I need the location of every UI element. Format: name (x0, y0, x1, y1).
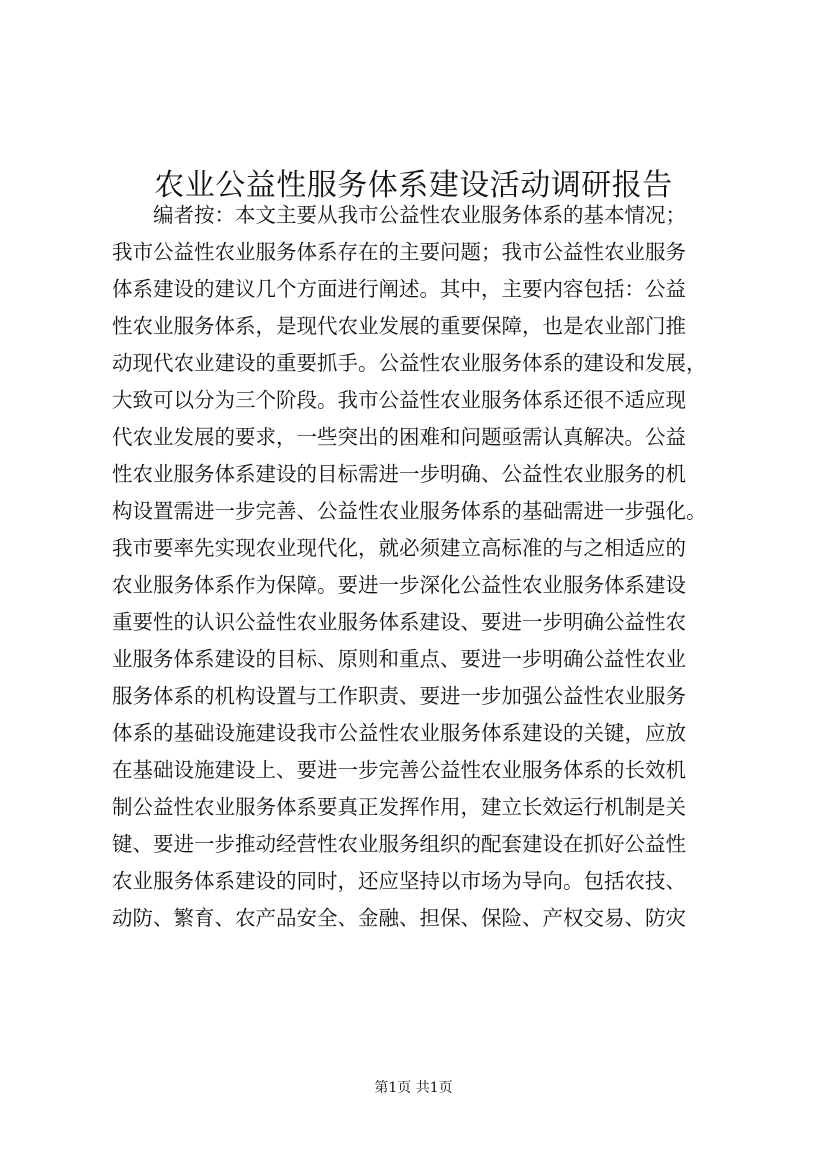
body-line: 我市公益性农业服务体系存在的主要问题；我市公益性农业服务 (112, 240, 686, 264)
body-line: 编者按：本文主要从我市公益性农业服务体系的基本情况； (153, 203, 686, 227)
body-line: 农业服务体系建设的同时，还应坚持以市场为导向。包括农技、 (112, 869, 686, 893)
page-footer: 第1页 共1页 (374, 1080, 453, 1096)
body-line: 农业服务体系作为保障。要进一步深化公益性农业服务体系建设 (112, 573, 686, 597)
body-line: 大致可以分为三个阶段。我市公益性农业服务体系还很不适应现 (112, 388, 686, 412)
body-line: 动防、繁育、农产品安全、金融、担保、保险、产权交易、防灾 (112, 906, 686, 930)
body-line: 我市要率先实现农业现代化，就必须建立高标准的与之相适应的 (112, 536, 686, 560)
body-line: 重要性的认识公益性农业服务体系建设、要进一步明确公益性农 (112, 610, 686, 634)
body-line: 制公益性农业服务体系要真正发挥作用，建立长效运行机制是关 (112, 795, 686, 819)
body-line: 动现代农业建设的重要抓手。公益性农业服务体系的建设和发展， (112, 351, 707, 375)
body-line: 性农业服务体系，是现代农业发展的重要保障，也是农业部门推 (112, 314, 686, 338)
body-line: 代农业发展的要求，一些突出的困难和问题亟需认真解决。公益 (112, 425, 686, 449)
body-line: 构设置需进一步完善、公益性农业服务体系的基础需进一步强化。 (112, 499, 707, 523)
document-body (112, 197, 724, 937)
body-line: 体系的基础设施建设我市公益性农业服务体系建设的关键，应放 (112, 721, 686, 745)
body-line: 在基础设施建设上、要进一步完善公益性农业服务体系的长效机 (112, 758, 686, 782)
body-line: 键、要进一步推动经营性农业服务组织的配套建设在抓好公益性 (112, 832, 686, 856)
body-line: 性农业服务体系建设的目标需进一步明确、公益性农业服务的机 (112, 462, 686, 486)
body-line: 体系建设的建议几个方面进行阐述。其中，主要内容包括：公益 (112, 277, 686, 301)
document-title: 农业公益性服务体系建设活动调研报告 (154, 168, 673, 204)
body-line: 服务体系的机构设置与工作职责、要进一步加强公益性农业服务 (112, 684, 686, 708)
body-line: 业服务体系建设的目标、原则和重点、要进一步明确公益性农业 (112, 647, 686, 671)
